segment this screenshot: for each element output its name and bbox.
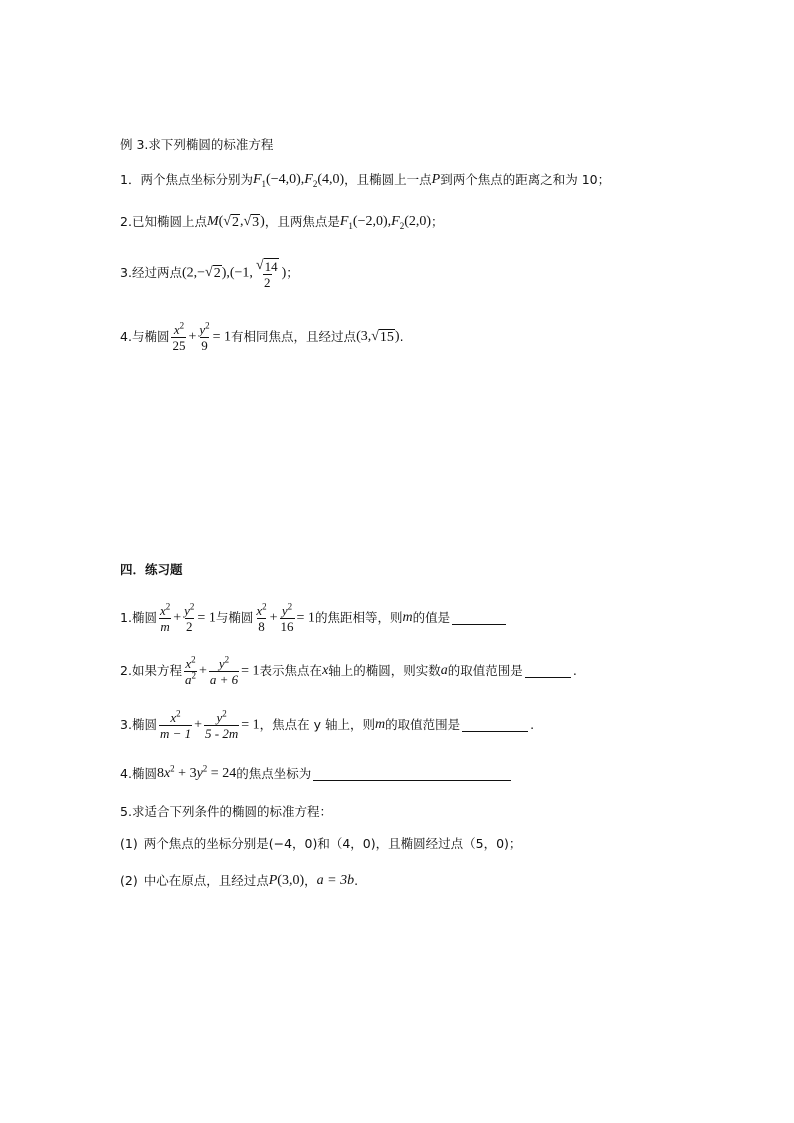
p2-var-a: a	[440, 663, 448, 678]
q3-points: (2,− √ 2 ),(−1, √ 14 2 )	[181, 257, 287, 290]
q3-number: 3.	[120, 265, 132, 280]
q1-text-1: 两个焦点坐标分别为	[140, 172, 253, 187]
p1-answer-blank[interactable]	[452, 611, 506, 625]
p5a-number: (1)	[120, 836, 138, 851]
practice-question-4	[120, 763, 754, 782]
p1-equation-1: $\frac{x^2}{m}$ + $\frac{y^2}{2}$ = 1	[159, 601, 216, 634]
q1-focus-1: $F_1(-4,0)$,	[252, 172, 305, 189]
p2-answer-blank[interactable]	[525, 664, 571, 678]
practice-question-5-part-2	[120, 873, 754, 889]
p5b-text-3: .	[354, 873, 359, 888]
p2-var-x: x	[322, 663, 329, 678]
p1-equation-2: $\frac{x^2}{8}$ + $\frac{y^2}{16}$ = 1	[256, 601, 315, 634]
q2-number: 2.	[120, 214, 132, 229]
q2-text-1: 已知椭圆上点	[131, 214, 207, 229]
p1-text-4: 的值是	[412, 610, 451, 625]
practice-question-2	[120, 651, 754, 691]
p2-number: 2.	[120, 663, 132, 678]
p5b-point: P(3,0)	[268, 873, 305, 888]
q2-text-3: ；	[431, 214, 444, 229]
q3-text-3: ；	[286, 265, 299, 280]
q2-point-m: M( √ 2 , √ 3 )	[206, 214, 265, 230]
p5b-text-2: ，	[304, 873, 317, 888]
p4-text-2: 的焦点坐标为	[236, 766, 312, 781]
practice-question-3	[120, 705, 754, 745]
p4-number: 4.	[120, 766, 132, 781]
q1-text-3: 到两个焦点的距离之和为 10；	[440, 172, 611, 187]
q1-point-p: P	[431, 172, 441, 187]
p3-text-3: 的取值范围是	[385, 717, 461, 732]
q4-text-3: .	[399, 329, 404, 344]
q4-point: (3, √ 15 )	[356, 329, 400, 345]
p1-var-m: m	[402, 610, 413, 625]
p5a-text-1: 两个焦点的坐标分别是(−4，0)和（4，0)，且椭圆经过点（5，0)；	[143, 836, 522, 851]
q4-equation: $\frac{x^2}{25}$ + $\frac{y^2}{9}$ = 1	[172, 320, 232, 353]
p3-equation: $\frac{x^2}{m - 1}$ + $\frac{y^2}{5 - 2m}$ = 1	[159, 708, 260, 741]
p5b-number: (2)	[120, 873, 138, 888]
p1-text-1: 椭圆	[131, 610, 157, 625]
p3-text-2: ，焦点在 y 轴上，则	[259, 717, 376, 732]
p4-equation: $8x^2 + 3y^2 = 24$	[156, 763, 237, 781]
p1-number: 1.	[120, 610, 132, 625]
practice-question-5	[120, 804, 754, 820]
q1-focus-2: $F_2(4,0)$	[304, 172, 345, 189]
example-title-text: 例 3.求下列椭圆的标准方程	[120, 137, 274, 152]
p4-answer-blank[interactable]	[313, 767, 511, 781]
practice-title-text: 四．练习题	[120, 562, 183, 577]
practice-question-1	[120, 598, 754, 638]
p5b-relation: a = 3b	[316, 873, 355, 888]
p2-end: .	[572, 663, 577, 678]
p2-text-3: 轴上的椭圆，则实数	[328, 663, 441, 678]
q4-text-1: 与椭圆	[131, 329, 170, 344]
p5-number: 5.	[120, 804, 132, 819]
p3-answer-blank[interactable]	[462, 718, 528, 732]
p3-end: .	[530, 717, 535, 732]
q2-focus-1: $F_1(-2,0)$,	[339, 214, 392, 231]
example-question-4	[120, 317, 754, 357]
q4-text-2: 有相同焦点，且经过点	[231, 329, 357, 344]
example-question-3	[120, 253, 754, 293]
q4-number: 4.	[120, 329, 132, 344]
q2-focus-2: $F_2(2,0)$	[391, 214, 432, 231]
q1-number: 1．	[120, 172, 141, 187]
p4-text-1: 椭圆	[131, 766, 157, 781]
p5b-text-1: 中心在原点，且经过点	[143, 873, 269, 888]
q3-text-1: 经过两点	[131, 265, 182, 280]
example-question-1	[120, 172, 754, 188]
p2-text-4: 的取值范围是	[447, 663, 523, 678]
p3-number: 3.	[120, 717, 132, 732]
example-title	[120, 137, 754, 153]
p2-text-1: 如果方程	[131, 663, 182, 678]
q1-text-2: ，且椭圆上一点	[344, 172, 432, 187]
example-question-2	[120, 214, 754, 230]
p1-text-2: 与椭圆	[215, 610, 254, 625]
practice-title	[120, 562, 754, 578]
p2-equation: $\frac{x^2}{a^2}$ + $\frac{y^2}{a + 6}$ = 1	[184, 654, 260, 687]
p5-text-1: 求适合下列条件的椭圆的标准方程：	[131, 804, 332, 819]
p3-var-m: m	[375, 717, 386, 732]
practice-question-5-part-1	[120, 836, 754, 852]
p1-text-3: 的焦距相等，则	[314, 610, 403, 625]
p3-text-1: 椭圆	[131, 717, 157, 732]
q2-text-2: ，且两焦点是	[264, 214, 340, 229]
p2-text-2: 表示焦点在	[259, 663, 323, 678]
